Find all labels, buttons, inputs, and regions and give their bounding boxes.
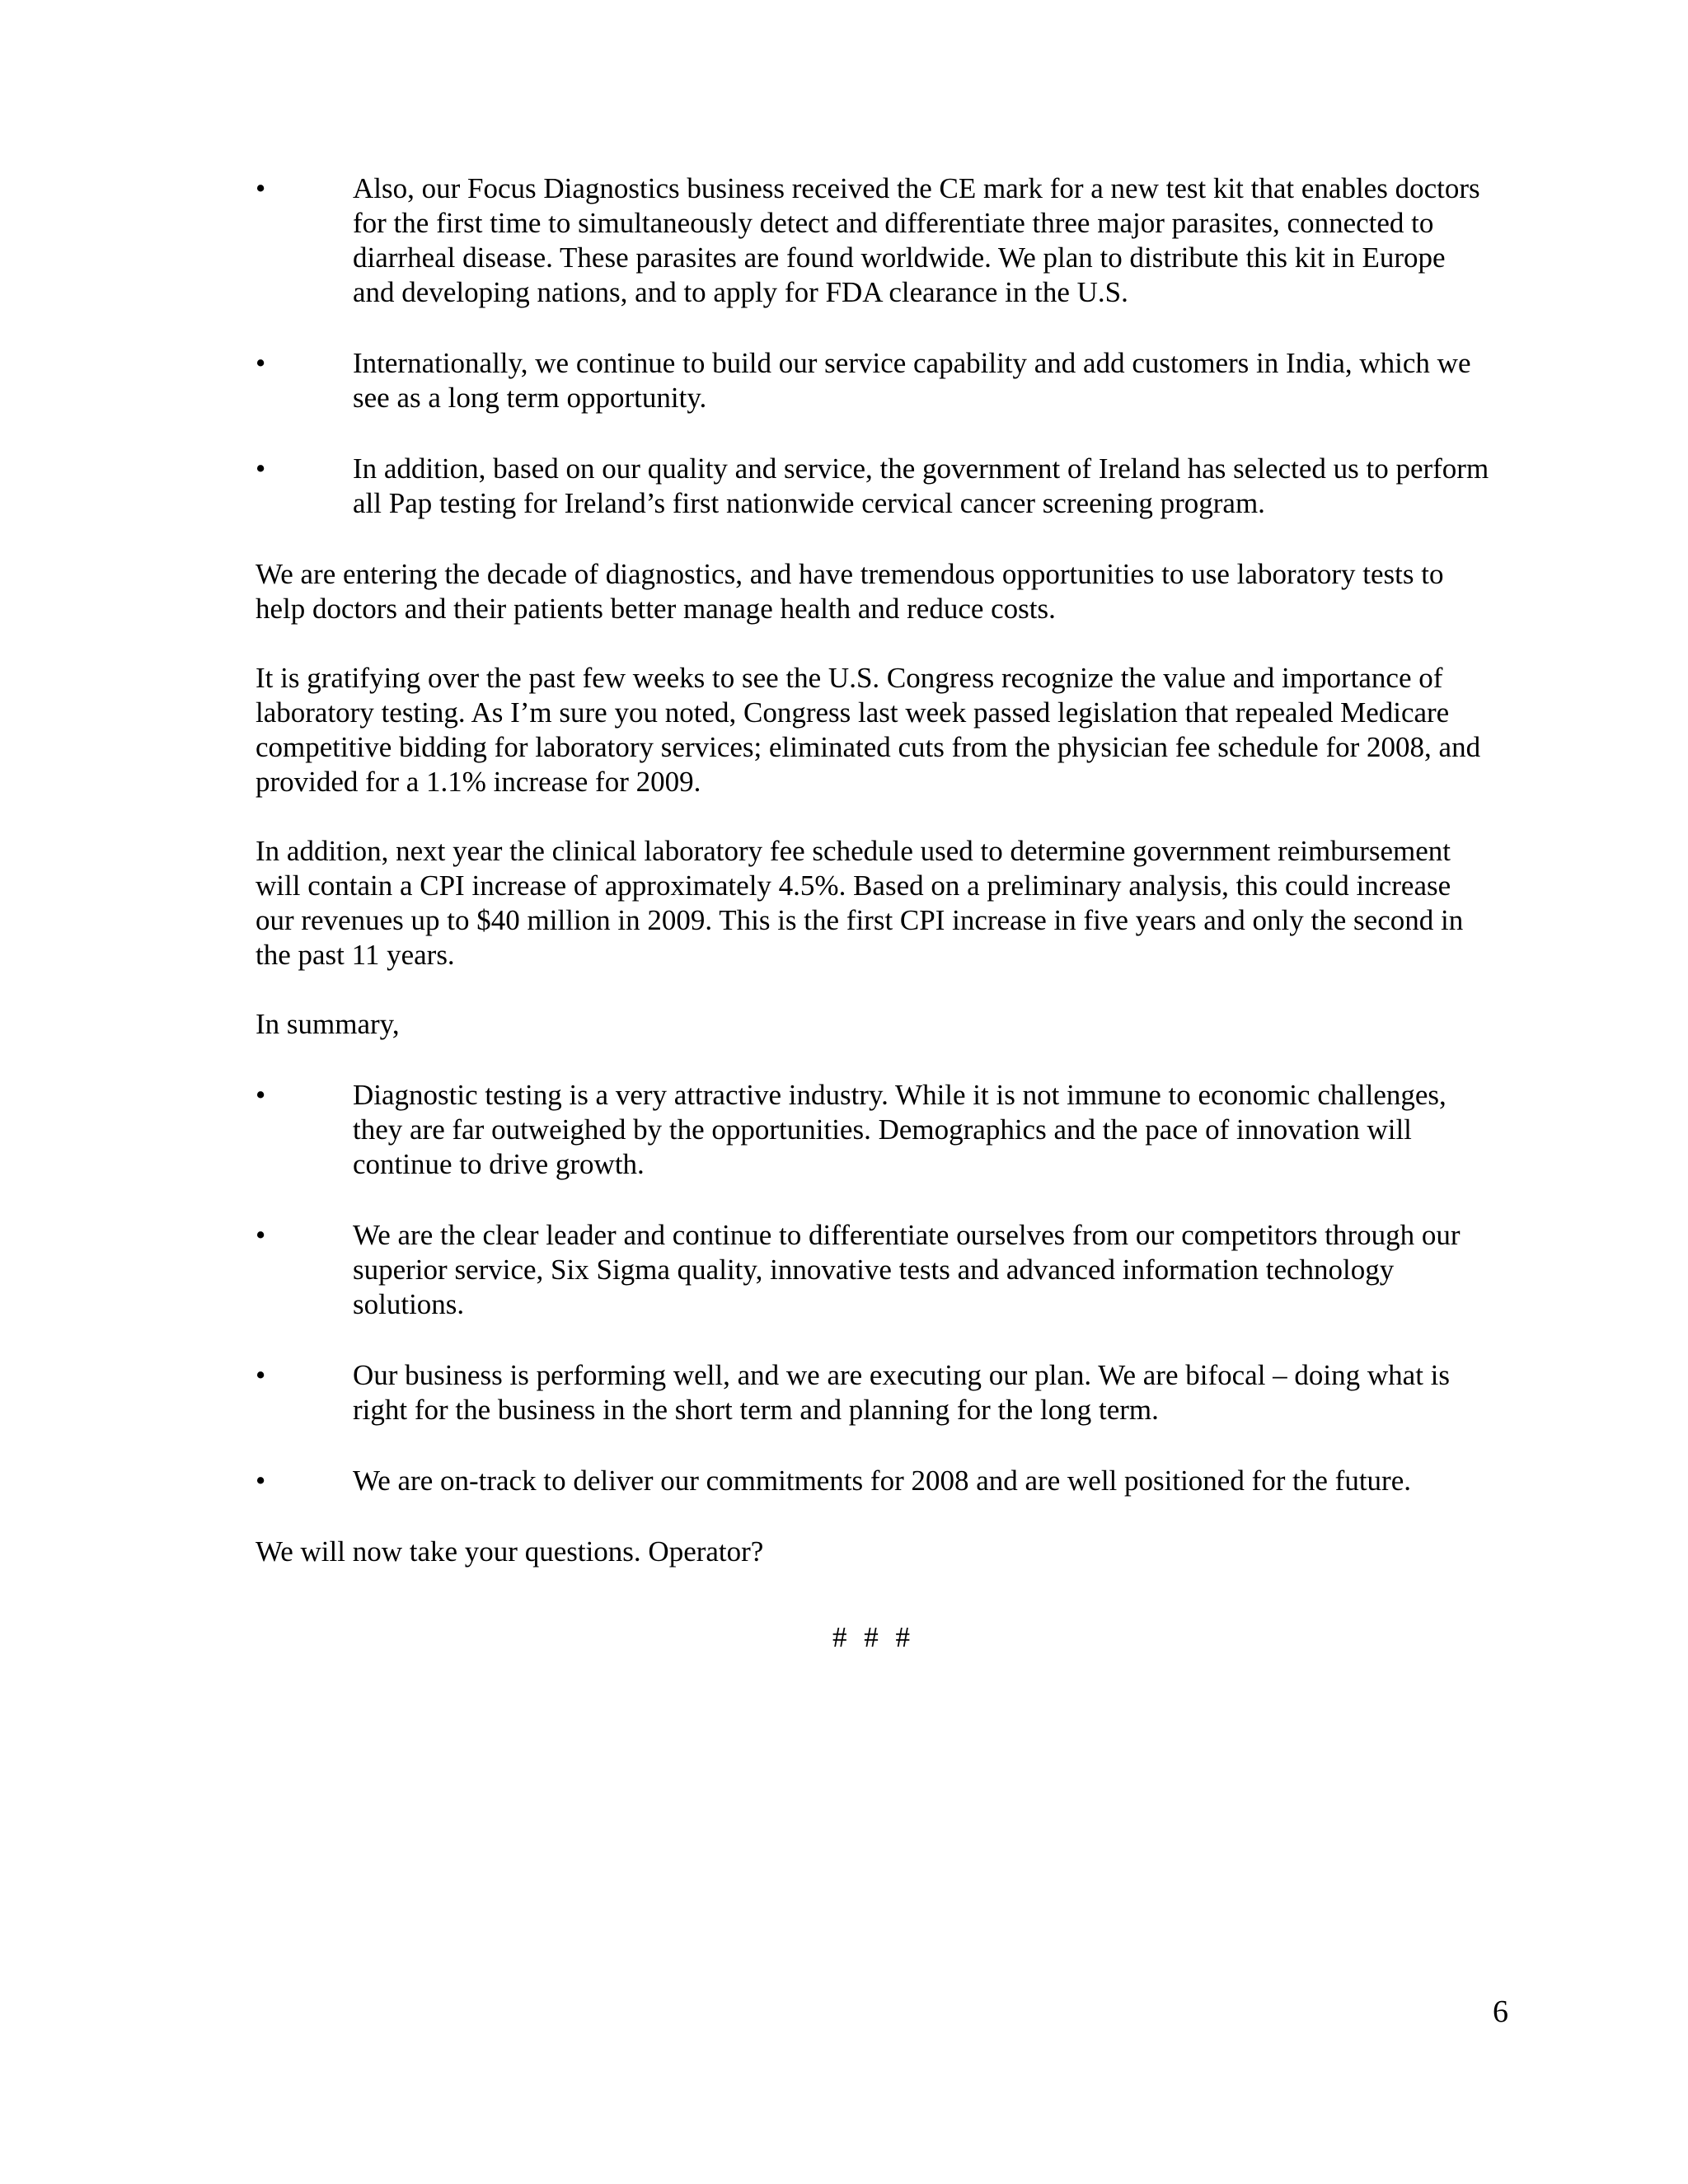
paragraph-congress: It is gratifying over the past few weeks to see the U.S. Congress recognize the value and importance of laboratory testing. As I’m sure you noted, Congress last week passed legislation that repealed Medicare competitive bidding for laboratory services; eliminated cuts from the physician fee schedule for 2008, and provided for a 1.1% increase for 2009. bbox=[256, 662, 1481, 798]
bullet-item bbox=[256, 171, 1492, 310]
bullet-text: We are on-track to deliver our commitments for 2008 and are well positioned for the future. bbox=[353, 1465, 1411, 1497]
bullet-text: We are the clear leader and continue to differentiate ourselves from our competitors through our superior service, Six Sigma quality, innovative tests and advanced information technology solutions. bbox=[353, 1219, 1461, 1320]
bullet-glyph: • bbox=[256, 347, 266, 379]
page-number: 6 bbox=[1493, 1994, 1508, 2029]
bullet-item bbox=[256, 1078, 1492, 1182]
bullet-text: Diagnostic testing is a very attractive industry. While it is not immune to economic challenges, they are far outweighed by the opportunities. Demographics and the pace of innovation will continue to drive growth. bbox=[353, 1079, 1447, 1180]
bullet-item bbox=[256, 1218, 1492, 1322]
bullet-glyph: • bbox=[256, 1359, 266, 1391]
bullet-glyph: • bbox=[256, 1219, 266, 1251]
bullet-item bbox=[256, 1464, 1492, 1498]
bullet-item bbox=[256, 1358, 1492, 1427]
paragraph-diagnostics-decade: We are entering the decade of diagnostics, and have tremendous opportunities to use laboratory tests to help doctors and their patients better manage health and reduce costs. bbox=[256, 558, 1444, 625]
bullet-text: Our business is performing well, and we are executing our plan. We are bifocal – doing what is right for the business in the short term and planning for the long term. bbox=[353, 1359, 1451, 1426]
bullet-glyph: • bbox=[256, 1079, 266, 1111]
bullet-text: In addition, based on our quality and service, the government of Ireland has selected us to perform all Pap testing for Ireland’s first nationwide cervical cancer screening program. bbox=[353, 452, 1489, 519]
closing-line: We will now take your questions. Operator? bbox=[256, 1535, 764, 1568]
bullet-text: Internationally, we continue to build our service capability and add customers in India, which we see as a long term opportunity. bbox=[353, 347, 1471, 414]
bullet-glyph: • bbox=[256, 452, 266, 485]
bullet-text: Also, our Focus Diagnostics business received the CE mark for a new test kit that enables doctors for the first time to simultaneously detect and differentiate three major parasites, connected to diarrheal disease. These parasites are found worldwide. We plan to distribute this kit in Europe and developing nations, and to apply for FDA clearance in the U.S. bbox=[353, 172, 1480, 308]
bullet-glyph: • bbox=[256, 1465, 266, 1497]
paragraph-summary-intro: In summary, bbox=[256, 1008, 400, 1040]
bullet-glyph: • bbox=[256, 172, 266, 204]
page-content bbox=[256, 171, 1492, 1655]
end-marker: # # # bbox=[832, 1621, 915, 1653]
paragraph-fee-schedule: In addition, next year the clinical laboratory fee schedule used to determine government reimbursement will contain a CPI increase of approximately 4.5%. Based on a preliminary analysis, this could increase our revenues up to $40 million in 2009. This is the first CPI increase in five years and only the second in the past 11 years. bbox=[256, 835, 1464, 971]
bullet-item bbox=[256, 346, 1492, 415]
bullet-item bbox=[256, 452, 1492, 521]
